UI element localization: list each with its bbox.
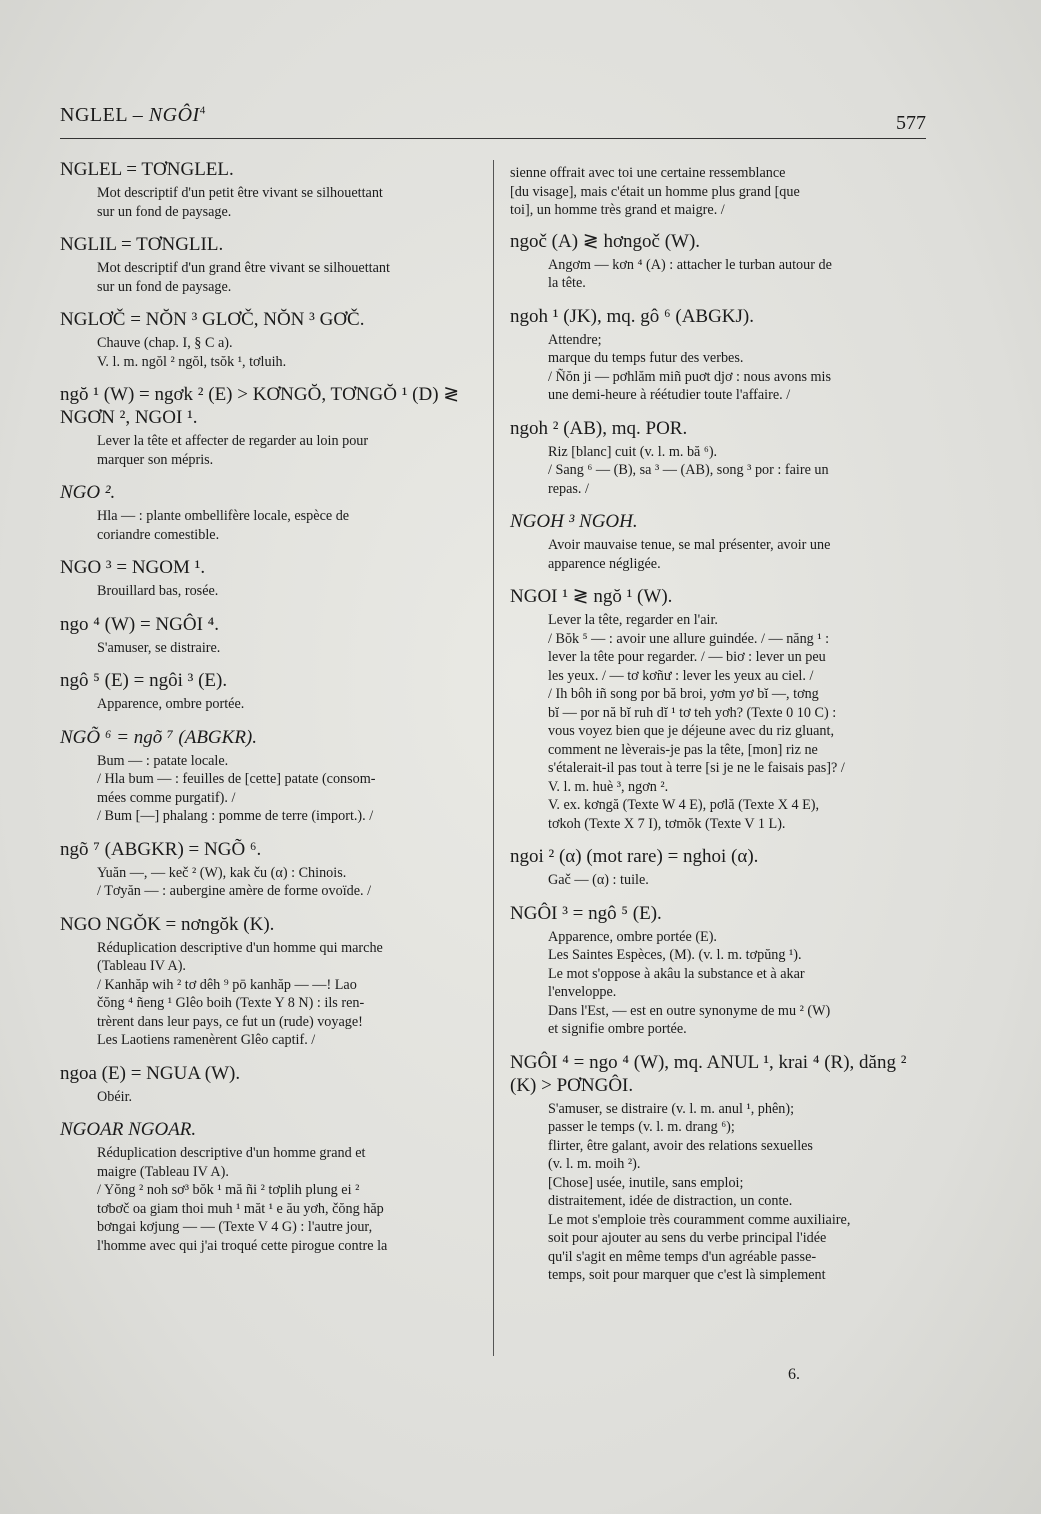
definition-line: (Tableau IV A). bbox=[97, 958, 186, 974]
entry-ngo2 bbox=[60, 481, 476, 544]
definition-line: [Chose] usée, inutile, sans emploi; bbox=[548, 1174, 744, 1191]
entry-ngloc bbox=[60, 308, 476, 371]
entry-ngo4 bbox=[60, 613, 476, 658]
entry-ngoar bbox=[60, 1118, 476, 1255]
definition-line: Angơm — kơn ⁴ (A) : attacher le turban autour de bbox=[548, 256, 832, 273]
definition-line: repas. / bbox=[548, 480, 589, 497]
definition-line: Dans l'Est, — est en outre synonyme de mu ² (W) bbox=[548, 1002, 831, 1019]
definition-line: marquer son mépris. bbox=[97, 451, 214, 468]
definition-line: sur un fond de paysage. bbox=[97, 203, 232, 220]
definition bbox=[60, 639, 476, 658]
definition bbox=[60, 939, 476, 1050]
definition bbox=[60, 184, 476, 221]
definition bbox=[510, 928, 928, 1039]
definition bbox=[510, 1100, 928, 1285]
definition-line: / Yŏng ² noh sơ³ bŏk ¹ mă ñi ² tơplih plung ei ² bbox=[97, 1182, 360, 1198]
definition-line: et signifie ombre portée. bbox=[548, 1021, 687, 1037]
definition-line: trèrent dans leur pays, ce fut un (rude) voyage! bbox=[97, 1013, 363, 1030]
entry-ngo3 bbox=[60, 556, 476, 601]
definition bbox=[510, 256, 928, 293]
headword: ngo ⁴ (W) = NGÔI ⁴. bbox=[60, 613, 220, 635]
headword: ngoh ² (AB), mq. POR. bbox=[510, 417, 688, 439]
definition-line: temps, soit pour marquer que c'est là simplement bbox=[548, 1267, 826, 1283]
headword: ngõ ⁷ (ABGKR) = NGÕ ⁶. bbox=[60, 838, 262, 860]
definition-line: Riz [blanc] cuit (v. l. m. bă ⁶). bbox=[548, 443, 718, 460]
definition bbox=[60, 259, 476, 296]
definition-line: Attendre; bbox=[548, 331, 602, 348]
definition-line: tơbơč oa giam thoi muh ¹ măt ¹ e ău yơh, čŏng hăp bbox=[97, 1200, 384, 1217]
entry-ngoc bbox=[510, 230, 928, 293]
folio-signature: 6. bbox=[788, 1366, 800, 1383]
headword: NGÕ ⁶ = ngõ ⁷ (ABGKR). bbox=[60, 726, 258, 748]
definition bbox=[60, 1144, 476, 1255]
definition-line: Le mot s'oppose à akâu la substance et à akar bbox=[548, 965, 805, 982]
definition bbox=[60, 334, 476, 371]
definition-line: / Tơyăn — : aubergine amère de forme ovoïde. / bbox=[97, 883, 372, 899]
definition-line: / Bum [—] phalang : pomme de terre (import.). / bbox=[97, 808, 374, 824]
definition-line: V. l. m. ngŏl ² ngŏl, tsŏk ¹, tơluih. bbox=[97, 353, 287, 370]
headword: NGLEL = TƠNGLEL. bbox=[60, 159, 234, 180]
entry-ngoh3 bbox=[510, 510, 928, 573]
headword: NGO NGŎK = nơngŏk (K). bbox=[60, 913, 275, 935]
definition-line: S'amuser, se distraire (v. l. m. anul ¹, phên); bbox=[548, 1100, 795, 1117]
continuation-text bbox=[510, 164, 928, 220]
definition bbox=[510, 536, 928, 573]
definition-line: Réduplication descriptive d'un homme qui marche bbox=[97, 939, 383, 956]
definition bbox=[60, 507, 476, 544]
definition bbox=[60, 582, 476, 601]
definition-line: Mot descriptif d'un petit être vivant se silhouettant bbox=[97, 185, 383, 201]
definition-line: vous voyez bien que je déjeune avec du riz gluant, bbox=[548, 723, 835, 739]
headword: ngoi ² (α) (mot rare) = nghoi (α). bbox=[510, 846, 759, 867]
definition-line: / Bŏk ⁵ — : avoir une allure guindée. / — năng ¹ : bbox=[548, 630, 830, 647]
continuation-line: toi], un homme très grand et maigre. / bbox=[510, 202, 725, 218]
right-column bbox=[510, 164, 928, 1297]
definition-line: Lever la tête, regarder en l'air. bbox=[548, 612, 718, 628]
entry-ngoa bbox=[60, 1062, 476, 1107]
definition-line: apparence négligée. bbox=[548, 555, 661, 572]
definition-line: Chauve (chap. I, § C a). bbox=[97, 335, 233, 351]
definition-line: bơngai kơjung — — (Texte V 4 G) : l'autre jour, bbox=[97, 1219, 373, 1235]
definition-line: Brouillard bas, rosée. bbox=[97, 583, 219, 599]
column-divider bbox=[493, 160, 494, 1356]
headword: ngŏ ¹ (W) = ngơk ² (E) > KƠNGŎ, TƠNGŎ ¹ (D) ≷ NGƠN ², NGOI ¹. bbox=[60, 384, 460, 428]
definition-line: distraitement, idée de distraction, un conte. bbox=[548, 1193, 793, 1209]
entry-ngo7 bbox=[60, 838, 476, 901]
entry-ngo6 bbox=[60, 726, 476, 826]
definition-line: Avoir mauvaise tenue, se mal présenter, avoir une bbox=[548, 537, 831, 553]
definition-line: tơkoh (Texte X 7 I), tơmŏk (Texte V 1 L). bbox=[548, 815, 786, 832]
definition bbox=[60, 432, 476, 469]
entry-nglil bbox=[60, 233, 476, 296]
running-head-title: NGLEL – NGÔI$^4$ bbox=[60, 104, 206, 126]
continuation-line: [du visage], mais c'était un homme plus grand [que bbox=[510, 183, 800, 200]
definition-line: la tête. bbox=[548, 275, 586, 291]
definition-line: čŏng ⁴ ñeng ¹ Glêo boih (Texte Y 8 N) : ils ren- bbox=[97, 995, 365, 1011]
definition bbox=[60, 695, 476, 714]
running-head bbox=[60, 104, 926, 134]
definition-line: / Hla bum — : feuilles de [cette] patate (consom- bbox=[97, 771, 376, 787]
right-entries bbox=[510, 230, 928, 1285]
headword: ngô ⁵ (E) = ngôi ³ (E). bbox=[60, 670, 228, 691]
definition-line: maigre (Tableau IV A). bbox=[97, 1163, 229, 1180]
headword: NGLIL = TƠNGLIL. bbox=[60, 234, 224, 255]
definition-line: comment ne lèverais-je pas la tête, [mon] riz ne bbox=[548, 741, 818, 758]
definition-line: / Kanhăp wih ² tơ dêh ⁹ pō kanhăp — —! Lao bbox=[97, 976, 357, 993]
headword: NGÔI ⁴ = ngo ⁴ (W), mq. ANUL ¹, krai ⁴ (R), dăng ² (K) > PƠNGÔI. bbox=[510, 1051, 907, 1096]
definition-line: Yuăn —, — keč ² (W), kak ču (α) : Chinois. bbox=[97, 864, 347, 881]
definition-line: soit pour ajouter au sens du verbe principal l'idée bbox=[548, 1230, 827, 1246]
entry-ngoi1 bbox=[510, 585, 928, 833]
headword: NGÔI ³ = ngô ⁵ (E). bbox=[510, 902, 662, 924]
definition bbox=[510, 443, 928, 499]
definition-line: l'enveloppe. bbox=[548, 984, 617, 1000]
definition bbox=[60, 752, 476, 826]
definition-line: coriandre comestible. bbox=[97, 526, 220, 543]
headword: NGLƠČ = NŎN ³ GLƠČ, NŎN ³ GƠČ. bbox=[60, 309, 365, 330]
definition-line: / Sang ⁶ — (B), sa ³ — (AB), song ³ por : faire un bbox=[548, 462, 829, 478]
definition-line: S'amuser, se distraire. bbox=[97, 639, 221, 656]
entry-nglel bbox=[60, 158, 476, 221]
definition-line: Mot descriptif d'un grand être vivant se silhouettant bbox=[97, 260, 390, 276]
entry-ngoh2 bbox=[510, 417, 928, 499]
definition bbox=[60, 1088, 476, 1107]
definition bbox=[60, 864, 476, 901]
definition-line: Apparence, ombre portée. bbox=[97, 696, 245, 712]
entry-ngoh1 bbox=[510, 305, 928, 405]
headword: ngoa (E) = NGUA (W). bbox=[60, 1062, 241, 1084]
entry-ngo5 bbox=[60, 669, 476, 714]
definition-line: lever la tête pour regarder. / — biơ : lever un peu bbox=[548, 649, 826, 665]
definition-line: Lever la tête et affecter de regarder au loin pour bbox=[97, 433, 369, 449]
definition bbox=[510, 611, 928, 833]
definition-line: sur un fond de paysage. bbox=[97, 278, 232, 295]
definition-line: passer le temps (v. l. m. drang ⁶); bbox=[548, 1119, 735, 1135]
definition-line: Obéir. bbox=[97, 1088, 133, 1105]
entry-ngoi2 bbox=[510, 845, 928, 890]
page-number: 577 bbox=[896, 112, 926, 134]
headword: NGO ³ = NGOM ¹. bbox=[60, 557, 206, 578]
definition bbox=[510, 331, 928, 405]
definition-line: Le mot s'emploie très couramment comme auxiliaire, bbox=[548, 1211, 851, 1228]
headword: NGOI ¹ ≷ ngŏ ¹ (W). bbox=[510, 586, 673, 607]
definition-line: marque du temps futur des verbes. bbox=[548, 350, 744, 366]
definition-line: Les Saintes Espèces, (M). (v. l. m. tơpŭng ¹). bbox=[548, 947, 802, 963]
definition-line: Gač — (α) : tuile. bbox=[548, 872, 649, 888]
definition-line: / Ñŏn ji — pơhlăm miñ puơt djơ : nous avons mis bbox=[548, 368, 832, 385]
headword: ngoč (A) ≷ hơngoč (W). bbox=[510, 230, 701, 252]
definition bbox=[510, 871, 928, 890]
entry-ngoi3 bbox=[510, 902, 928, 1039]
definition-line: une demi-heure à réétudier toute l'affaire. / bbox=[548, 387, 791, 403]
continuation-line: sienne offrait avec toi une certaine ressemblance bbox=[510, 165, 786, 181]
left-column bbox=[60, 158, 476, 1267]
definition-line: bĭ — por nă bĭ ruh dĭ ¹ tơ teh yơh? (Texte 0 10 C) : bbox=[548, 704, 837, 721]
definition-line: qu'il s'agit en même temps d'un agréable passe- bbox=[548, 1248, 817, 1265]
entry-ngo1 bbox=[60, 383, 476, 469]
definition-line: mées comme purgatif). / bbox=[97, 789, 236, 806]
entry-ngoi4 bbox=[510, 1051, 928, 1285]
headword: ngoh ¹ (JK), mq. gô ⁶ (ABGKJ). bbox=[510, 305, 755, 327]
definition-line: / Ih bôh iñ song por bă broi, yơm yơ bĭ —, tơng bbox=[548, 686, 819, 702]
header-rule bbox=[60, 138, 926, 139]
definition-line: Les Laotiens ramenèrent Glêo captif. / bbox=[97, 1032, 316, 1048]
definition-line: les yeux. / — tơ kơñư : lever les yeux au ciel. / bbox=[548, 667, 814, 684]
definition-line: Apparence, ombre portée (E). bbox=[548, 928, 717, 945]
headword: NGO ². bbox=[60, 482, 116, 503]
headword: NGOAR NGOAR. bbox=[60, 1119, 197, 1140]
definition-line: Réduplication descriptive d'un homme grand et bbox=[97, 1145, 366, 1161]
definition-line: l'homme avec qui j'ai troqué cette pirogue contre la bbox=[97, 1237, 388, 1254]
headword: NGOH ³ NGOH. bbox=[510, 511, 638, 532]
definition-line: V. ex. kơngă (Texte W 4 E), pơlă (Texte X 4 E), bbox=[548, 797, 820, 813]
entry-ngongok bbox=[60, 913, 476, 1050]
definition-line: V. l. m. huè ³, ngơn ². bbox=[548, 778, 669, 795]
definition-line: flirter, être galant, avoir des relations sexuelles bbox=[548, 1137, 813, 1154]
definition-line: Hla — : plante ombellifère locale, espèce de bbox=[97, 508, 350, 524]
definition-line: Bum — : patate locale. bbox=[97, 752, 229, 769]
definition-line: s'étalerait-il pas tout à terre [si je ne le faisais pas]? / bbox=[548, 760, 845, 776]
definition-line: (v. l. m. moih ²). bbox=[548, 1156, 641, 1172]
